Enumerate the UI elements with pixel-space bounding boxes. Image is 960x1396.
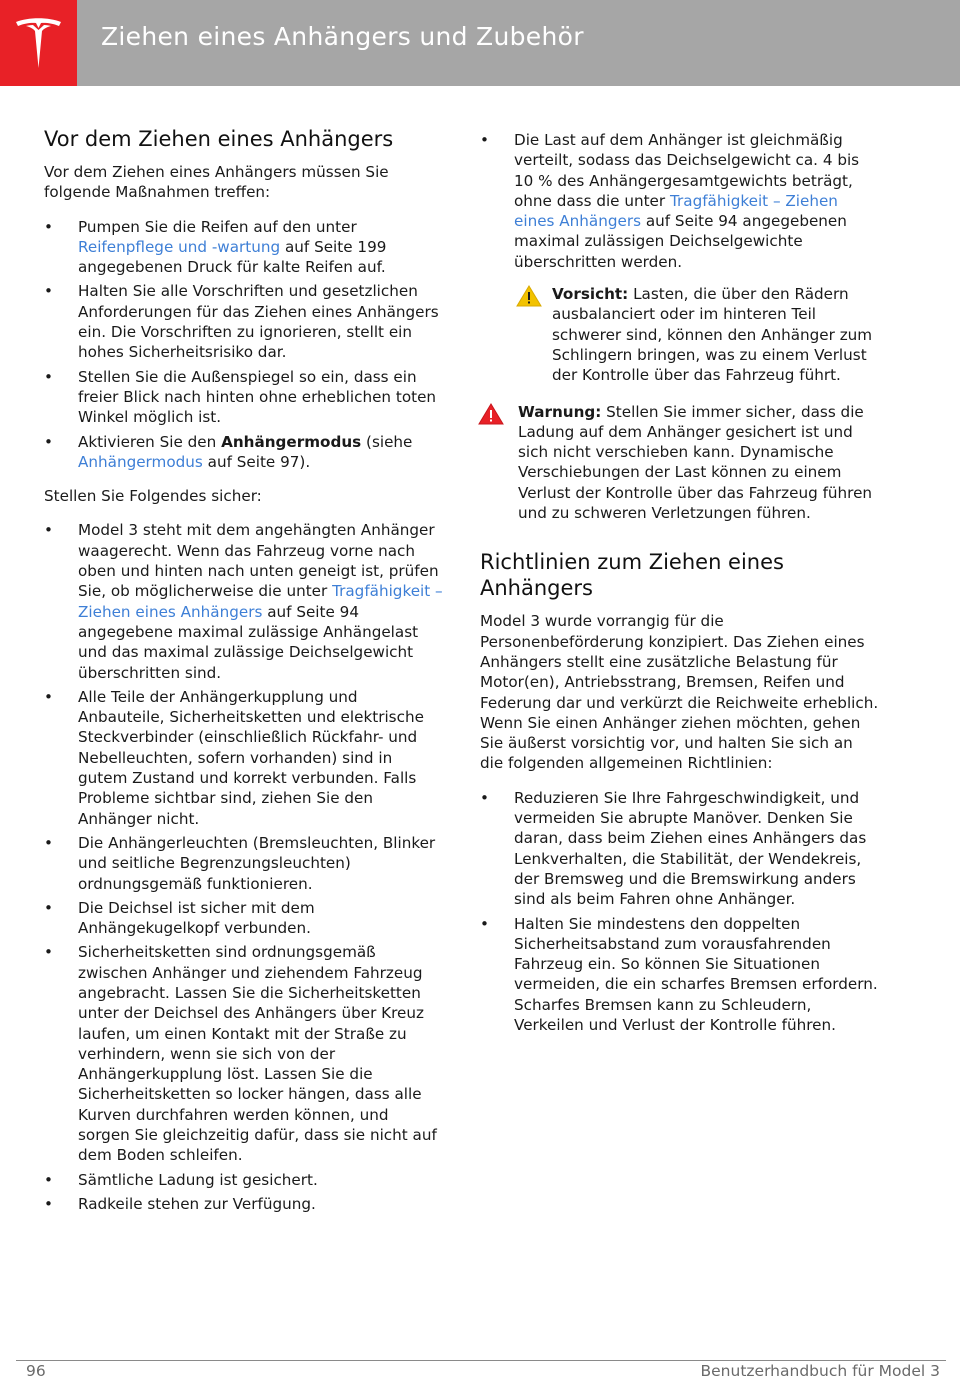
warning-triangle-icon — [478, 402, 504, 426]
tesla-logo-icon — [14, 16, 63, 70]
list-item: • Alle Teile der Anhängerkupplung und Anbauteile, Sicherheitsketten und elektrische Steckverbinder (einschließlich Rückfahr- und Nebelleuchten, sofern vorhanden) sind in gutem Zustand und korrekt verbunden. Falls Probleme sichtbar sind, ziehen Sie den Anhänger nicht. — [44, 687, 424, 828]
list-item: • Die Anhängerleuchten (Bremsleuchten, Blinker und seitliche Begrenzungsleuchten) ordnungsgemäß funktionieren. — [44, 833, 436, 893]
list-item: • Reduzieren Sie Ihre Fahrgeschwindigkeit, und vermeiden Sie abrupte Manöver. Denken Sie daran, dass beim Ziehen eines Anhängers das Lenkverhalten, die Stabilität, der Wendekreis, der Bremsweg und die Bremswirkung anders sind als beim Fahren ohne Anhänger. — [480, 788, 867, 909]
section-heading-guidelines: Richtlinien zum Ziehen eines Anhängers — [480, 550, 784, 601]
guidelines-intro: Model 3 wurde vorrangig für die Personenbeförderung konzipiert. Das Ziehen eines Anhängers stellt eine zusätzliche Belastung für Motor(en), Antriebsstrang, Bremsen, Reifen und Federung dar und verkürzt die Reichweite erheblich. Wenn Sie einen Anhänger ziehen möchten, gehen Sie äußerst vorsichtig vor, und halten Sie sich an die folgenden allgemeinen Richtlinien: — [480, 612, 879, 773]
page-number: 96 — [26, 1362, 46, 1380]
manual-title: Benutzerhandbuch für Model 3 — [700, 1362, 940, 1380]
list-item: • Stellen Sie die Außenspiegel so ein, dass ein freier Blick nach hinten ohne erheblichen toten Winkel möglich ist. — [44, 367, 437, 427]
caution-text: Lasten, die über den Rädern ausbalanciert oder im hinteren Teil schwerer sind, können den Anhänger zum Schlingern bringen, was zu einem Verlust der Kontrolle über das Fahrzeug führt. — [552, 285, 873, 385]
list-item: • Model 3 steht mit dem angehängten Anhänger waagerecht. Wenn das Fahrzeug vorne nach oben und hinten nach unten geneigt ist, prüfen Sie, ob möglicherweise die unter Tragfähigkeit – Ziehen eines Anhängers auf Seite 94 angegebene maximal zulässige Anhängelast und das maximal zulässige Deichselgewicht überschritten sind. — [44, 521, 443, 682]
list-item: • Halten Sie mindestens den doppelten Sicherheitsabstand zum vorausfahrenden Fahrzeug ein. So können Sie Situationen vermeiden, die ein scharfes Bremsen erfordern. Scharfes Bremsen kann zu Schleudern, Verkeilen und Verlust der Kontrolle führen. — [480, 914, 878, 1034]
footer-divider — [16, 1360, 946, 1361]
warning-label: Warnung: — [518, 402, 602, 421]
intro-paragraph: Vor dem Ziehen eines Anhängers müssen Sie folgende Maßnahmen treffen: — [44, 163, 389, 202]
link-load-capacity[interactable]: Tragfähigkeit – Ziehen eines Anhängers — [78, 582, 443, 621]
guidelines-list — [480, 788, 880, 1036]
warning-text: Stellen Sie immer sicher, dass die Ladung auf dem Anhänger gesichert ist und sich nicht verschieben kann. Dynamische Verschiebungen der Last können zu einem Verlust der Kontrolle über das Fahrzeug führen und zu schweren Verletzungen führen. — [518, 402, 873, 523]
intro-paragraph-2: Stellen Sie Folgendes sicher: — [44, 487, 262, 506]
load-list — [480, 130, 880, 272]
link-load-capacity-2[interactable]: Tragfähigkeit – Ziehen eines Anhängers — [514, 191, 838, 231]
link-trailer-mode[interactable]: Anhängermodus — [78, 452, 203, 471]
list-item: • Pumpen Sie die Reifen auf den unter Reifenpflege und -wartung auf Seite 199 angegebenen Druck für kalte Reifen auf. — [44, 217, 387, 277]
right-column — [480, 130, 880, 1049]
checklist — [44, 520, 444, 1214]
link-tire-care[interactable]: Reifenpflege und -wartung — [78, 237, 281, 256]
preparation-list — [44, 217, 444, 473]
logo-box — [0, 0, 77, 86]
list-item: • Halten Sie alle Vorschriften und gesetzlichen Anforderungen für das Ziehen eines Anhängers ein. Die Vorschriften zu ignorieren, stellt ein hohes Sicherheitsrisiko dar. — [44, 282, 439, 362]
list-item: • Radkeile stehen zur Verfügung. — [44, 1194, 316, 1213]
list-item: • Sicherheitsketten sind ordnungsgemäß zwischen Anhänger und ziehendem Fahrzeug angebracht. Lassen Sie die Sicherheitsketten unter der Deichsel des Anhängers über Kreuz laufen, um einen Kontakt mit der Straße zu verhindern, wenn sie sich von der Anhängerkupplung löst. Lassen Sie die Sicherheitsketten so locker hängen, dass alle Kurven durchfahren werden können, und sorgen Sie gleichzeitig dafür, dass sie nicht auf dem Boden schleifen. — [44, 943, 437, 1165]
caution-triangle-icon — [516, 284, 542, 308]
list-item: • Die Last auf dem Anhänger ist gleichmäßig verteilt, sodass das Deichselgewicht ca. 4 bis 10 % des Anhängergesamtgewichts beträgt, ohne dass die unter Tragfähigkeit – Ziehen eines Anhängers auf Seite 94 angegebenen maximal zulässigen Deichselgewichte überschritten werden. — [480, 131, 860, 271]
page-header — [0, 0, 960, 86]
left-column — [44, 126, 444, 1228]
list-item: • Die Deichsel ist sicher mit dem Anhängekugelkopf verbunden. — [44, 898, 315, 938]
list-item: • Aktivieren Sie den Anhängermodus (siehe Anhängermodus auf Seite 97). — [44, 432, 413, 471]
caution-notice — [480, 284, 880, 385]
section-heading-before-towing: Vor dem Ziehen eines Anhängers — [44, 127, 394, 151]
warning-notice — [480, 402, 880, 524]
page-header-title: Ziehen eines Anhängers und Zubehör — [101, 22, 584, 51]
list-item: • Sämtliche Ladung ist gesichert. — [44, 1170, 318, 1189]
caution-label: Vorsicht: — [552, 285, 629, 304]
